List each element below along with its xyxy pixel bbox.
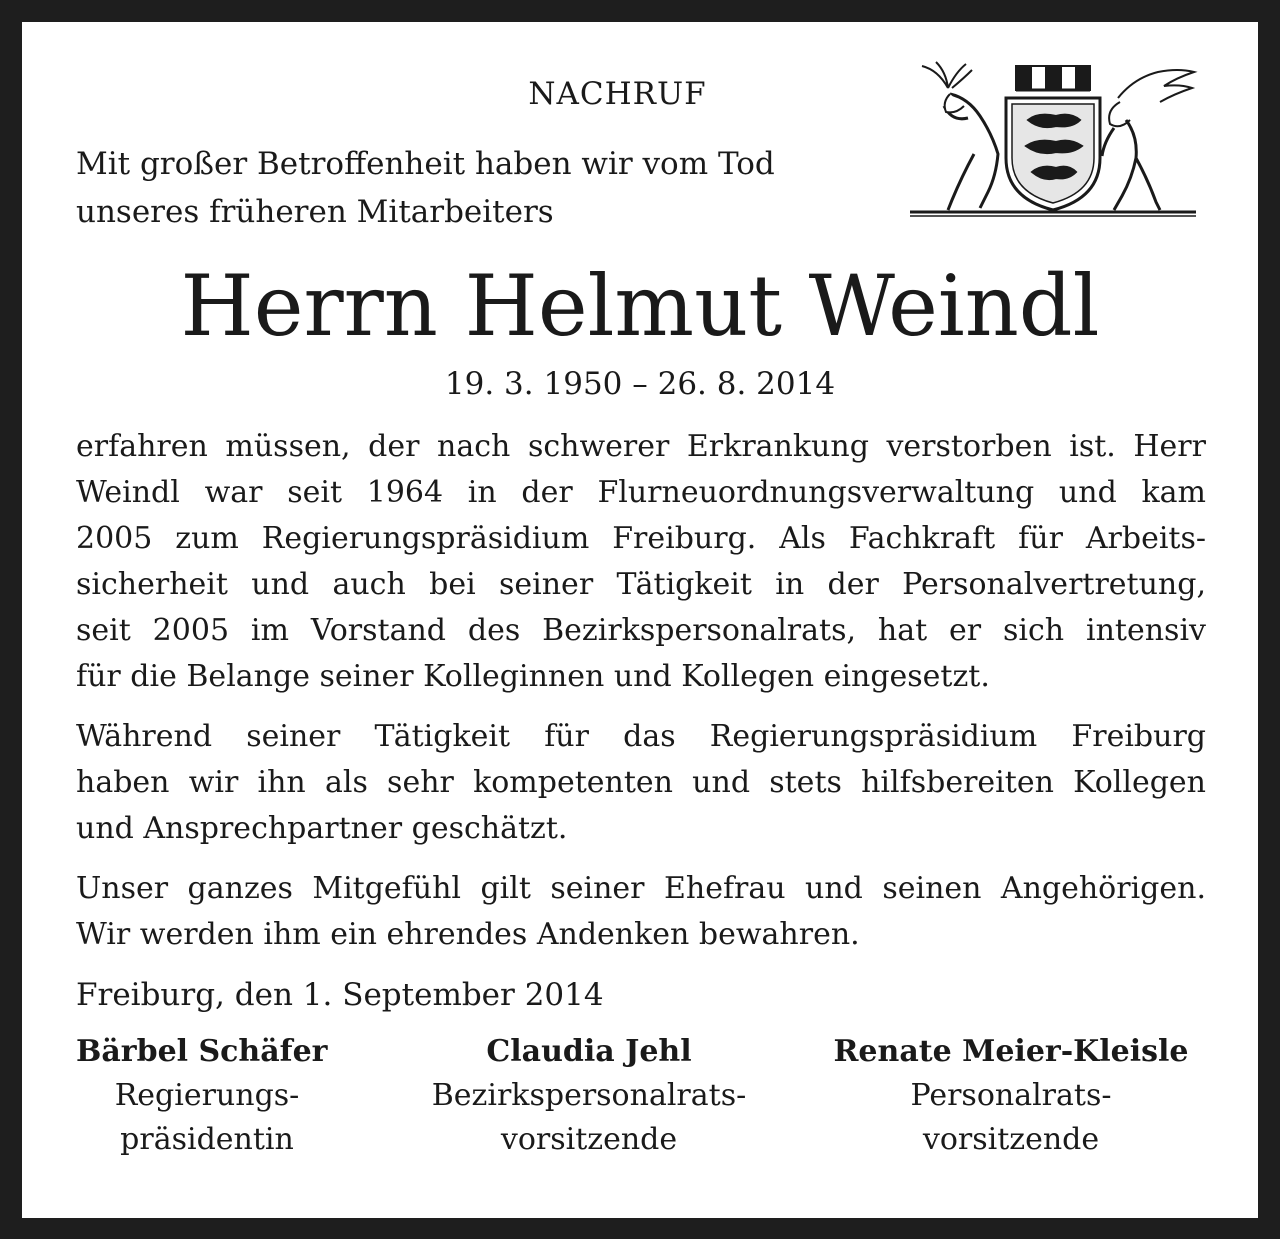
signatory: [818, 1030, 1204, 1162]
body-line: Wir werden ihm ein ehrendes Andenken bewahren.: [76, 917, 860, 952]
body-line: Während seiner Tätigkeit für das Regierungspräsidium Freiburg: [76, 719, 1206, 754]
body-line: seit 2005 im Vorstand des Bezirkspersonalrats, hat er sich intensiv: [76, 613, 1206, 648]
obituary-notice: [22, 22, 1258, 1218]
signatory-role: präsidentin: [120, 1122, 294, 1157]
notice-heading: NACHRUF: [528, 76, 707, 112]
body-line: für die Belange seiner Kolleginnen und Kollegen eingesetzt.: [76, 659, 990, 694]
intro-line: Mit großer Betroffenheit haben wir vom Tod: [76, 146, 775, 182]
signatory-role: Personalrats-: [910, 1078, 1112, 1113]
deceased-name: Herrn Helmut Weindl: [180, 257, 1100, 355]
signatory-name: Claudia Jehl: [486, 1034, 692, 1069]
intro-line: unseres früheren Mitarbeiters: [76, 194, 554, 230]
coat-of-arms-icon: [908, 58, 1198, 218]
body-paragraph: [76, 714, 1206, 852]
body-line: haben wir ihn als sehr kompetenten und stets hilfsbereiten Kollegen: [76, 765, 1206, 800]
body-line: Unser ganzes Mitgefühl gilt seiner Ehefrau und seinen Angehörigen.: [76, 871, 1206, 906]
signatory-role: Bezirkspersonalrats-: [431, 1078, 747, 1113]
body-line: Weindl war seit 1964 in der Flurneuordnungsverwaltung und kam: [76, 475, 1206, 510]
signatory-role: vorsitzende: [500, 1122, 678, 1157]
signatory: [76, 1030, 338, 1162]
signatory: [414, 1030, 764, 1162]
signatory-role: Regierungs-: [114, 1078, 300, 1113]
signature-block: [76, 1030, 1204, 1170]
body-line: erfahren müssen, der nach schwerer Erkrankung verstorben ist. Herr: [76, 429, 1206, 464]
signatory-name: Renate Meier-Kleisle: [833, 1034, 1189, 1069]
life-dates: 19. 3. 1950 – 26. 8. 2014: [444, 366, 836, 402]
body-line: 2005 zum Regierungspräsidium Freiburg. Als Fachkraft für Arbeits-: [76, 521, 1206, 556]
intro-text: [76, 140, 876, 236]
notice-body: [76, 424, 1206, 972]
signatory-role: vorsitzende: [922, 1122, 1100, 1157]
body-paragraph: [76, 424, 1206, 700]
signatory-name: Bärbel Schäfer: [76, 1034, 328, 1069]
body-paragraph: [76, 866, 1206, 958]
place-and-date: Freiburg, den 1. September 2014: [76, 977, 604, 1013]
body-line: und Ansprechpartner geschätzt.: [76, 811, 568, 846]
body-line: sicherheit und auch bei seiner Tätigkeit in der Personalvertretung,: [76, 567, 1206, 602]
